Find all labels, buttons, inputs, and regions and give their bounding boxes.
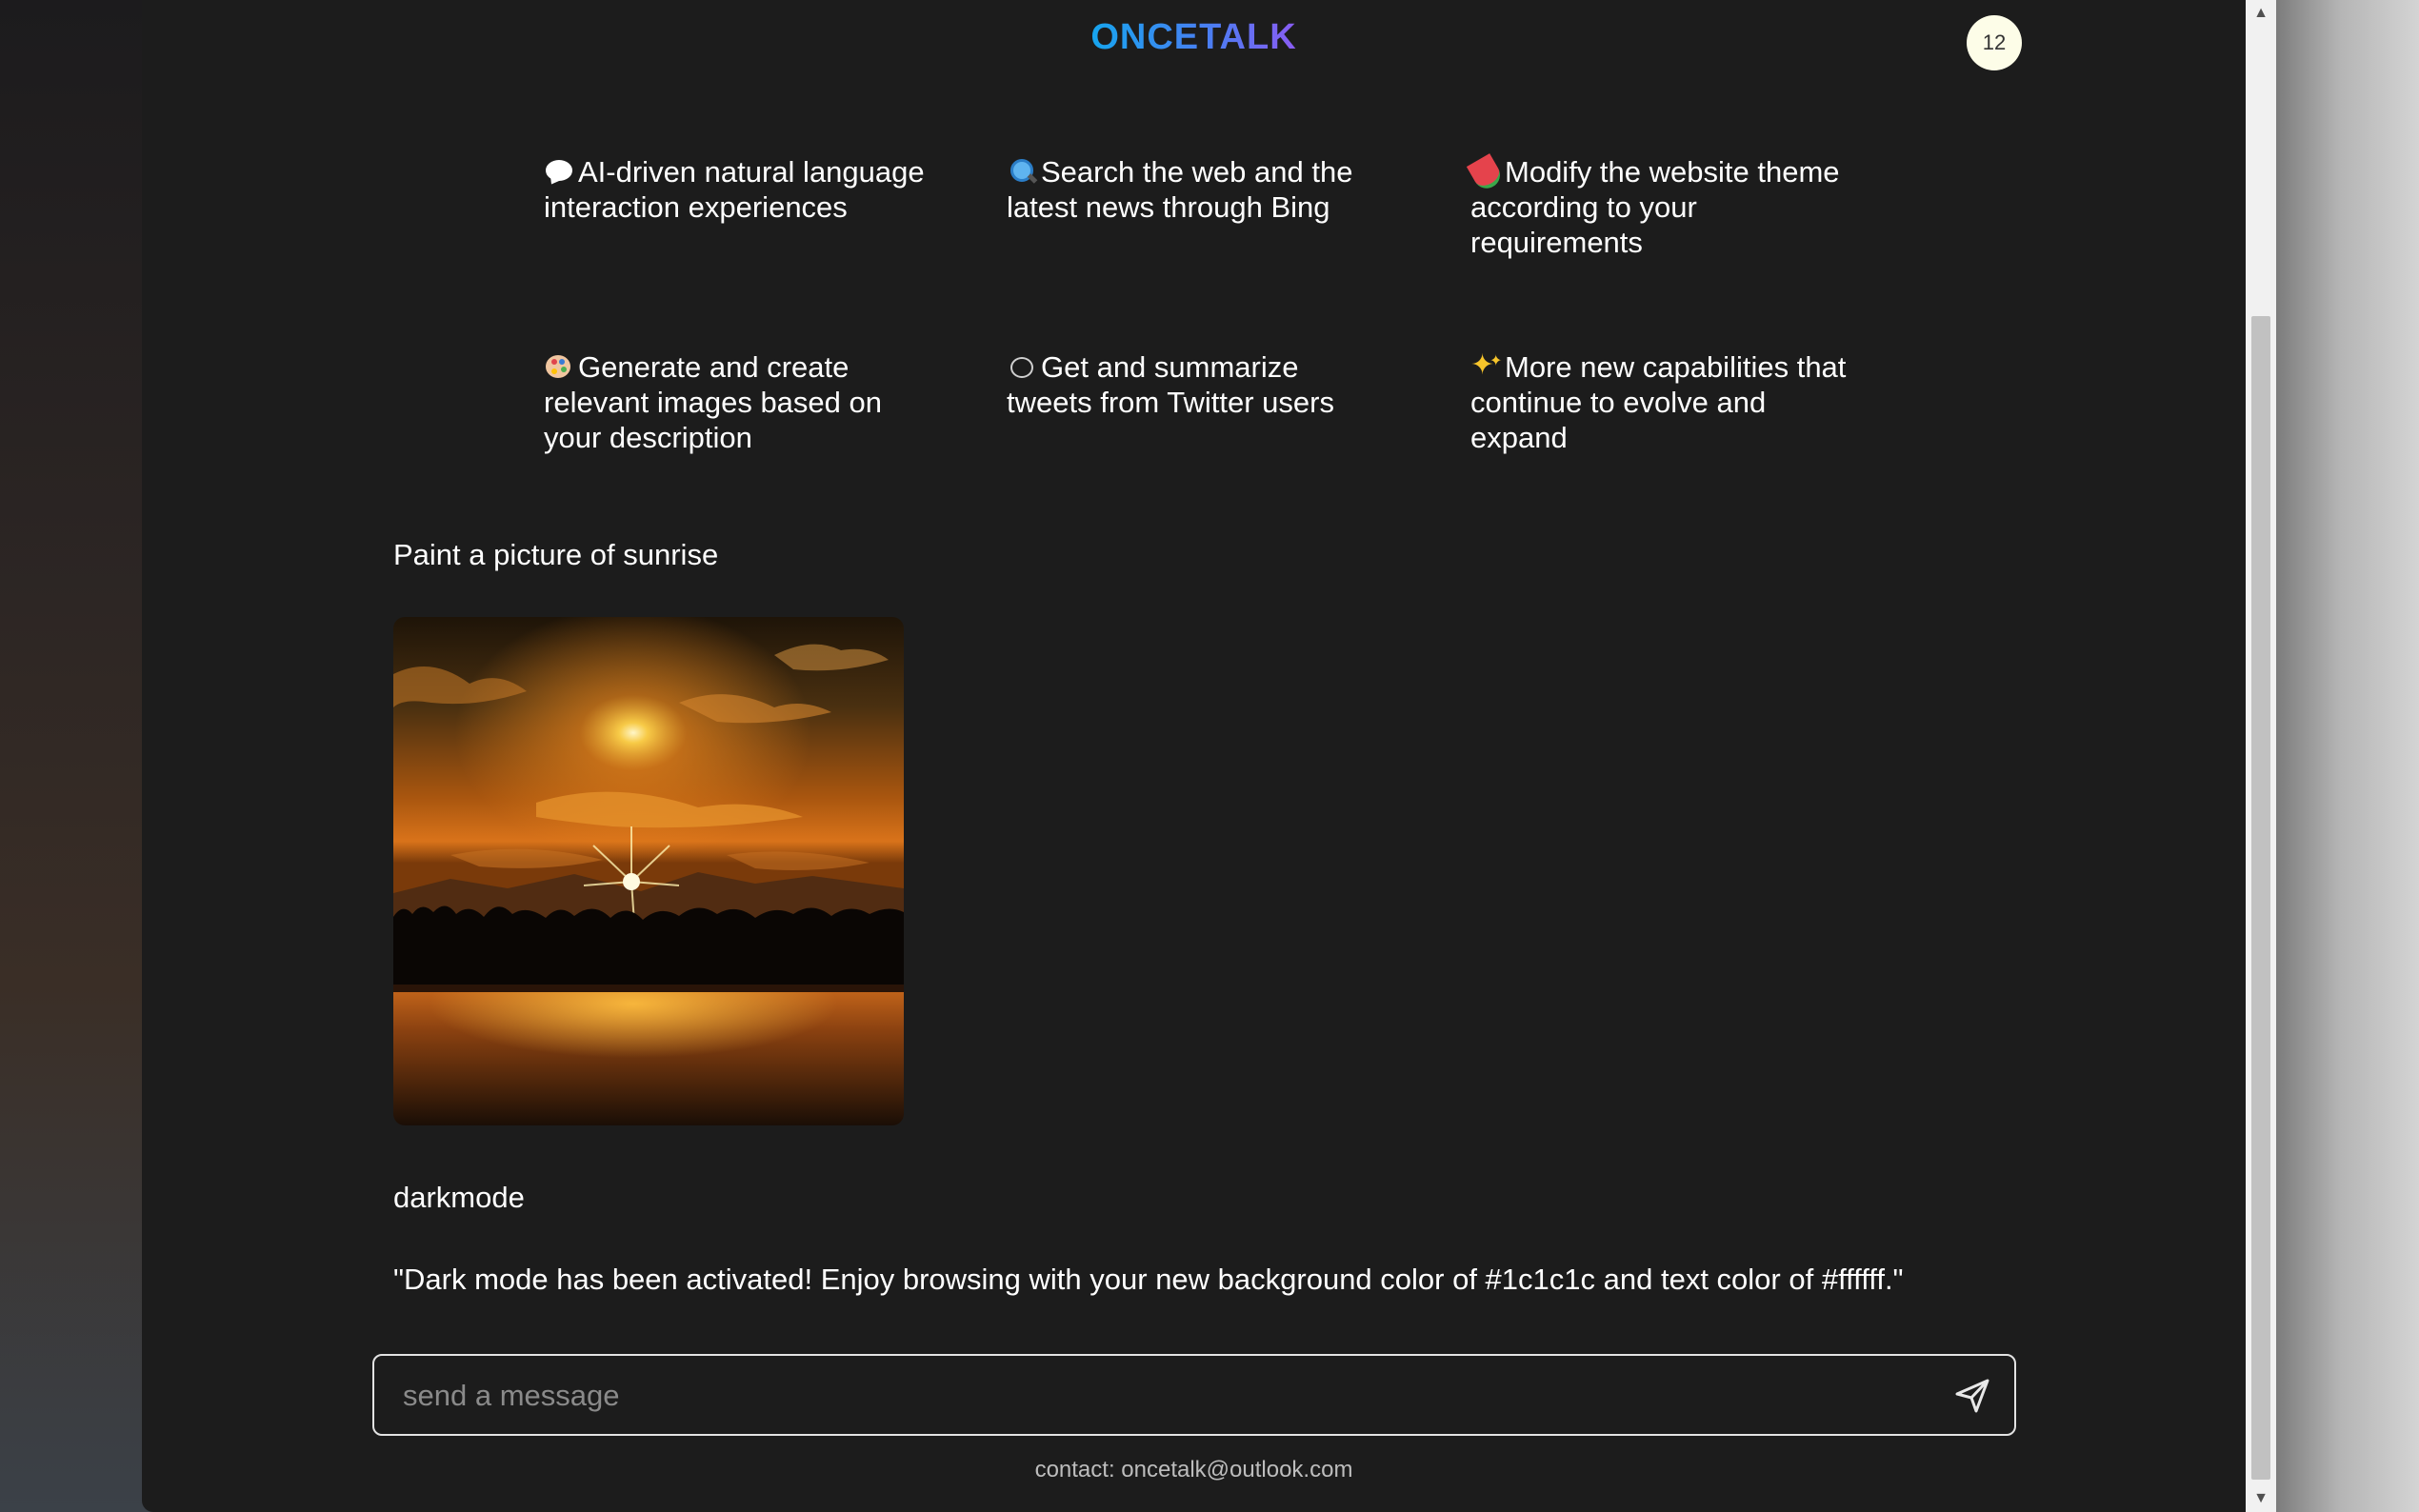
desktop-background xyxy=(2276,0,2419,1512)
scrollbar-thumb[interactable] xyxy=(2251,316,2270,1480)
feature-twitter-summary xyxy=(1007,349,1388,420)
bird-icon xyxy=(1007,353,1041,380)
assistant-message: "Dark mode has been activated! Enjoy browsing with your new background color of #1c1c1c and text color of #ffffff." xyxy=(393,1263,1904,1296)
feature-theme-modify xyxy=(1470,154,1851,260)
message-input[interactable] xyxy=(401,1356,1909,1436)
speech-bubble-icon xyxy=(544,158,578,185)
brand-logo: ONCETALK xyxy=(1090,17,1297,57)
feature-natural-language xyxy=(544,154,925,225)
contact-footer: contact: oncetalk@outlook.com xyxy=(1034,1457,1353,1482)
feature-text: Search the web and the latest news through Bing xyxy=(1007,155,1353,224)
message-composer xyxy=(372,1354,2016,1436)
sparkles-icon xyxy=(1470,353,1505,380)
palette-icon xyxy=(544,353,578,380)
feature-image-generation xyxy=(544,349,925,455)
magnifier-icon xyxy=(1007,158,1041,185)
usage-count-badge[interactable]: 12 xyxy=(1967,15,2022,70)
feature-bing-search xyxy=(1007,154,1388,225)
chat-app-window xyxy=(142,0,2246,1512)
watermelon-icon xyxy=(1470,158,1505,185)
sunrise-image[interactable] xyxy=(393,617,904,1125)
feature-text: Generate and create relevant images based on your description xyxy=(544,350,883,454)
scroll-down-arrow-icon[interactable]: ▼ xyxy=(2253,1490,2269,1506)
vertical-scrollbar[interactable] xyxy=(2246,0,2276,1512)
send-icon xyxy=(1951,1375,1993,1417)
feature-text: Modify the website theme according to your requirements xyxy=(1470,155,1840,259)
send-button[interactable] xyxy=(1951,1375,1993,1417)
feature-text: Get and summarize tweets from Twitter users xyxy=(1007,350,1334,419)
feature-text: AI-driven natural language interaction experiences xyxy=(544,155,925,224)
user-message: Paint a picture of sunrise xyxy=(393,538,719,571)
user-message: darkmode xyxy=(393,1181,525,1214)
feature-text: More new capabilities that continue to evolve and expand xyxy=(1470,350,1847,454)
scroll-up-arrow-icon[interactable]: ▲ xyxy=(2253,5,2269,21)
feature-more-capabilities xyxy=(1470,349,1851,455)
